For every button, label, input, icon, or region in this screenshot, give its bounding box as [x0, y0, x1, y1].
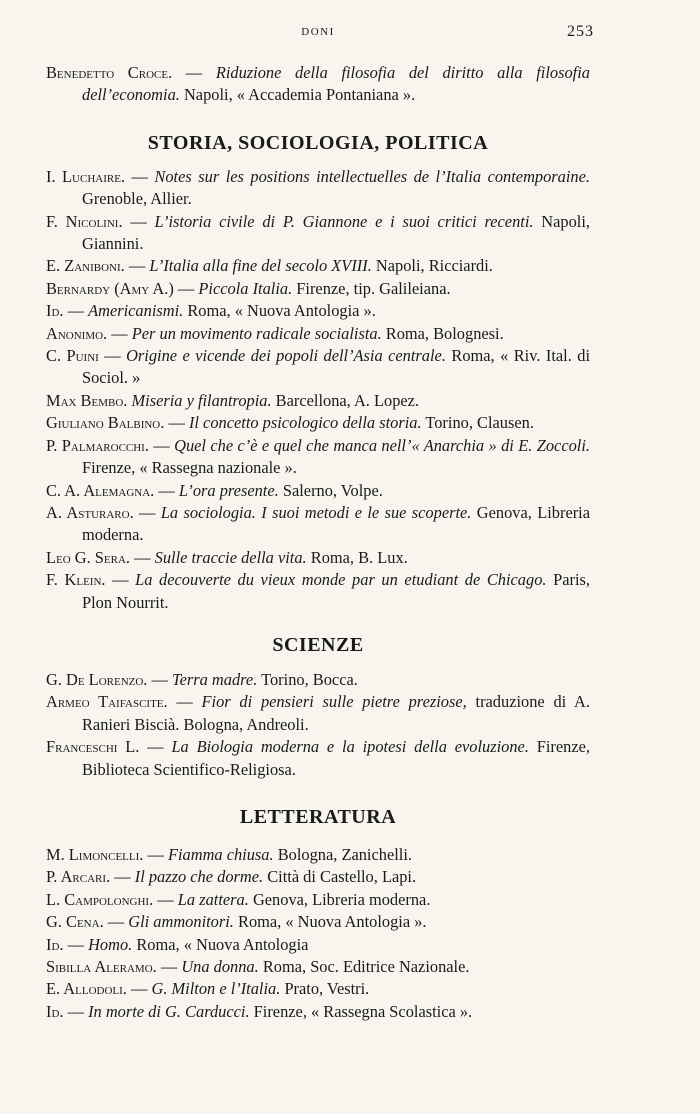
- running-head: [46, 22, 594, 46]
- entry-publisher: Roma, « Nuova Antologia ».: [238, 912, 427, 932]
- entry-publisher: Roma, Bolognesi.: [385, 323, 504, 343]
- entry-title: La decouverte du vieux monde par un etudiant de Chicago.: [135, 570, 547, 590]
- entry-publisher: Bologna, Zanichelli.: [277, 844, 412, 864]
- entry-title: La sociologia. I suoi metodi e le sue scoperte.: [160, 502, 472, 522]
- section-heading: STORIA, SOCIOLOGIA, POLITICA: [147, 131, 489, 154]
- entry-publisher: Torino, Bocca.: [261, 669, 358, 689]
- entry-title: Homo.: [88, 934, 133, 954]
- entry-author: M. Limoncelli.: [46, 844, 144, 864]
- bibliography-entry: Armeo Taifascite. — Fior di pensieri sulle pietre preziose, traduzione di A. Ranieri Biscià. Bologna, Andreoli.: [46, 692, 590, 734]
- entry-author: E. Zaniboni.: [46, 256, 125, 276]
- bibliography-entry: L. Campolonghi. — La zattera. Genova, Libreria moderna.: [46, 889, 431, 909]
- bibliography-entry: P. Arcari. — Il pazzo che dorme. Città di Castello, Lapi.: [46, 867, 417, 887]
- bibliography-entry: Id. — In morte di G. Carducci. Firenze, « Rassegna Scolastica ».: [46, 1001, 473, 1021]
- entry-publisher: Firenze, « Rassegna nazionale ».: [82, 458, 297, 478]
- entry-publisher: Roma, B. Lux.: [310, 547, 408, 567]
- entry-author: P. Palmarocchi.: [46, 435, 149, 455]
- bibliography-entry: Franceschi L. — La Biologia moderna e la ipotesi della evoluzione. Firenze, Biblioteca Scientifico-Religiosa.: [46, 737, 590, 779]
- entry-publisher: Salerno, Volpe.: [282, 480, 383, 500]
- entry-publisher: traduzione di A. Ranieri Biscià. Bologna, Andreoli.: [82, 692, 590, 734]
- entry-author: Leo G. Sera.: [46, 547, 131, 567]
- running-title: DONI: [301, 26, 335, 38]
- bibliography-entry: G. De Lorenzo. — Terra madre. Torino, Bocca.: [46, 669, 358, 689]
- entry-title: La zattera.: [177, 889, 249, 909]
- bibliography-entry: E. Allodoli. — G. Milton e l’Italia. Prato, Vestri.: [46, 979, 370, 999]
- entry-publisher: Roma, « Nuova Antologia: [136, 934, 309, 954]
- bibliography-entry: C. A. Alemagna. — L’ora presente. Salerno, Volpe.: [46, 480, 383, 500]
- entry-title: L’ora presente.: [178, 480, 279, 500]
- entry-author: L. Campolonghi.: [46, 889, 154, 909]
- bibliography-content: [46, 62, 590, 1023]
- entry-publisher: Barcellona, A. Lopez.: [275, 390, 420, 410]
- entry-title: Il pazzo che dorme.: [134, 867, 264, 887]
- entry-author: Id.: [46, 934, 64, 954]
- entry-publisher: Firenze, Biblioteca Scientifico-Religiosa.: [82, 737, 590, 779]
- entry-author: G. Cena.: [46, 912, 104, 932]
- entry-author: Id.: [46, 1001, 64, 1021]
- entry-author: P. Arcari.: [46, 867, 111, 887]
- entry-title: Quel che c’è e quel che manca nell’« Anarchia » di E. Zoccoli.: [174, 435, 590, 455]
- entry-publisher: Paris, Plon Nourrit.: [82, 570, 591, 612]
- entry-title: La Biologia moderna e la ipotesi della evoluzione.: [171, 737, 529, 757]
- entry-author: Id.: [46, 301, 64, 321]
- entry-author: Sibilla Aleramo.: [46, 957, 157, 976]
- entry-author: Anonimo.: [46, 323, 108, 343]
- entry-title: L’istoria civile di P. Giannone e i suoi critici recenti.: [154, 211, 534, 231]
- entry-author: F. Nicolini.: [46, 211, 123, 231]
- bibliography-entry: Bernardy (Amy A.) — Piccola Italia. Firenze, tip. Galileiana.: [46, 278, 451, 298]
- entry-author: Benedetto Croce.: [46, 63, 173, 82]
- entry-publisher: Firenze, « Rassegna Scolastica ».: [253, 1001, 473, 1021]
- entry-title: In morte di G. Carducci.: [88, 1001, 250, 1021]
- entry-author: Max Bembo.: [46, 390, 128, 410]
- entry-publisher: Roma, « Riv. Ital. di Sociol. »: [82, 346, 590, 388]
- entry-author: G. De Lorenzo.: [46, 669, 148, 689]
- entry-author: C. Puini: [46, 346, 99, 366]
- entry-publisher: Genova, Libreria moderna.: [252, 889, 431, 909]
- entry-title: Fiamma chiusa.: [167, 844, 274, 864]
- entry-publisher: Genova, Libreria moderna.: [82, 502, 591, 545]
- bibliography-entry: E. Zaniboni. — L’Italia alla fine del secolo XVIII. Napoli, Ricciardi.: [46, 256, 493, 276]
- entry-author: I. Luchaire.: [46, 166, 126, 186]
- entry-author: Bernardy (Amy A.): [46, 278, 174, 298]
- bibliography-entry: Giuliano Balbino. — Il concetto psicologico della storia. Torino, Clausen.: [46, 413, 534, 433]
- entry-publisher: Grenoble, Allier.: [82, 189, 192, 209]
- entry-title: Miseria y filantropia.: [131, 390, 272, 410]
- bibliography-entry: C. Puini — Origine e vicende dei popoli dell’Asia centrale. Roma, « Riv. Ital. di Sociol. »: [46, 346, 590, 388]
- entry-author: Franceschi L.: [46, 737, 140, 757]
- entry-title: Per un movimento radicale socialista.: [131, 323, 382, 343]
- entry-author: F. Klein.: [46, 570, 106, 590]
- entry-author: Armeo Taifascite.: [46, 692, 168, 712]
- entry-title: Origine e vicende dei popoli dell’Asia centrale.: [126, 346, 446, 366]
- bibliography-entry: F. Klein. — La decouverte du vieux monde par un etudiant de Chicago. Paris, Plon Nourrit.: [46, 570, 591, 612]
- bibliography-entry: Sibilla Aleramo. — Una donna. Roma, Soc. Editrice Nazionale.: [46, 957, 470, 976]
- entry-publisher: Torino, Clausen.: [425, 413, 534, 433]
- bibliography-entry: Anonimo. — Per un movimento radicale socialista. Roma, Bolognesi.: [46, 323, 504, 343]
- bibliography-entry: Id. — Americanismi. Roma, « Nuova Antologia ».: [46, 301, 376, 321]
- entry-title: Terra madre.: [172, 669, 258, 689]
- bibliography-entry: I. Luchaire. — Notes sur les positions intellectuelles de l’Italia contemporaine. Grenoble, Allier.: [46, 166, 590, 209]
- bibliography-entry: Benedetto Croce. — Riduzione della filosofia del diritto alla filosofia dell’economia. Napoli, « Accademia Pontaniana ».: [46, 63, 590, 105]
- entry-author: C. A. Alemagna.: [46, 480, 155, 500]
- entry-publisher: Firenze, tip. Galileiana.: [296, 278, 451, 298]
- bibliography-entry: Leo G. Sera. — Sulle traccie della vita. Roma, B. Lux.: [46, 547, 408, 567]
- entry-publisher: Napoli, Giannini.: [82, 211, 590, 254]
- entry-title: L’Italia alla fine del secolo XVIII.: [149, 256, 372, 276]
- entry-publisher: Roma, Soc. Editrice Nazionale.: [262, 957, 470, 976]
- entry-title: G. Milton e l’Italia.: [151, 979, 281, 999]
- entry-publisher: Napoli, Ricciardi.: [375, 256, 493, 276]
- entry-title: Fior di pensieri sulle pietre preziose,: [201, 692, 467, 712]
- entry-title: Notes sur les positions intellectuelles de l’Italia contemporaine.: [154, 166, 590, 186]
- bibliography-entry: P. Palmarocchi. — Quel che c’è e quel che manca nell’« Anarchia » di E. Zoccoli. Firenze, « Rassegna nazionale ».: [46, 435, 590, 478]
- entry-author: A. Asturaro.: [46, 502, 134, 522]
- entry-title: Il concetto psicologico della storia.: [188, 413, 422, 433]
- bibliography-entry: M. Limoncelli. — Fiamma chiusa. Bologna, Zanichelli.: [46, 844, 412, 864]
- bibliography-entry: G. Cena. — Gli ammonitori. Roma, « Nuova Antologia ».: [46, 912, 427, 932]
- entry-author: E. Allodoli.: [46, 979, 127, 999]
- bibliography-entry: A. Asturaro. — La sociologia. I suoi metodi e le sue scoperte. Genova, Libreria moderna.: [46, 502, 591, 545]
- section-heading: SCIENZE: [272, 633, 364, 656]
- entry-publisher: Città di Castello, Lapi.: [267, 867, 417, 887]
- entry-publisher: Prato, Vestri.: [284, 979, 370, 999]
- section-heading: LETTERATURA: [239, 805, 397, 828]
- bibliography-entry: F. Nicolini. — L’istoria civile di P. Giannone e i suoi critici recenti. Napoli, Giannini.: [46, 211, 590, 254]
- book-page: [46, 22, 594, 1023]
- bibliography-entry: Id. — Homo. Roma, « Nuova Antologia: [46, 934, 309, 954]
- entry-title: Riduzione della filosofia del diritto alla filosofia dell’economia.: [82, 63, 590, 105]
- entry-title: Sulle traccie della vita.: [154, 547, 307, 567]
- bibliography-entry: [46, 390, 590, 412]
- entry-title: Gli ammonitori.: [128, 912, 234, 932]
- entry-publisher: Napoli, « Accademia Pontaniana ».: [183, 85, 416, 105]
- entry-title: Americanismi.: [88, 301, 184, 321]
- entry-publisher: Roma, « Nuova Antologia ».: [187, 301, 376, 321]
- entry-title: Piccola Italia.: [198, 278, 293, 298]
- entry-author: Giuliano Balbino.: [46, 413, 165, 433]
- entry-title: Una donna.: [181, 957, 259, 976]
- page-number: 253: [567, 23, 594, 40]
